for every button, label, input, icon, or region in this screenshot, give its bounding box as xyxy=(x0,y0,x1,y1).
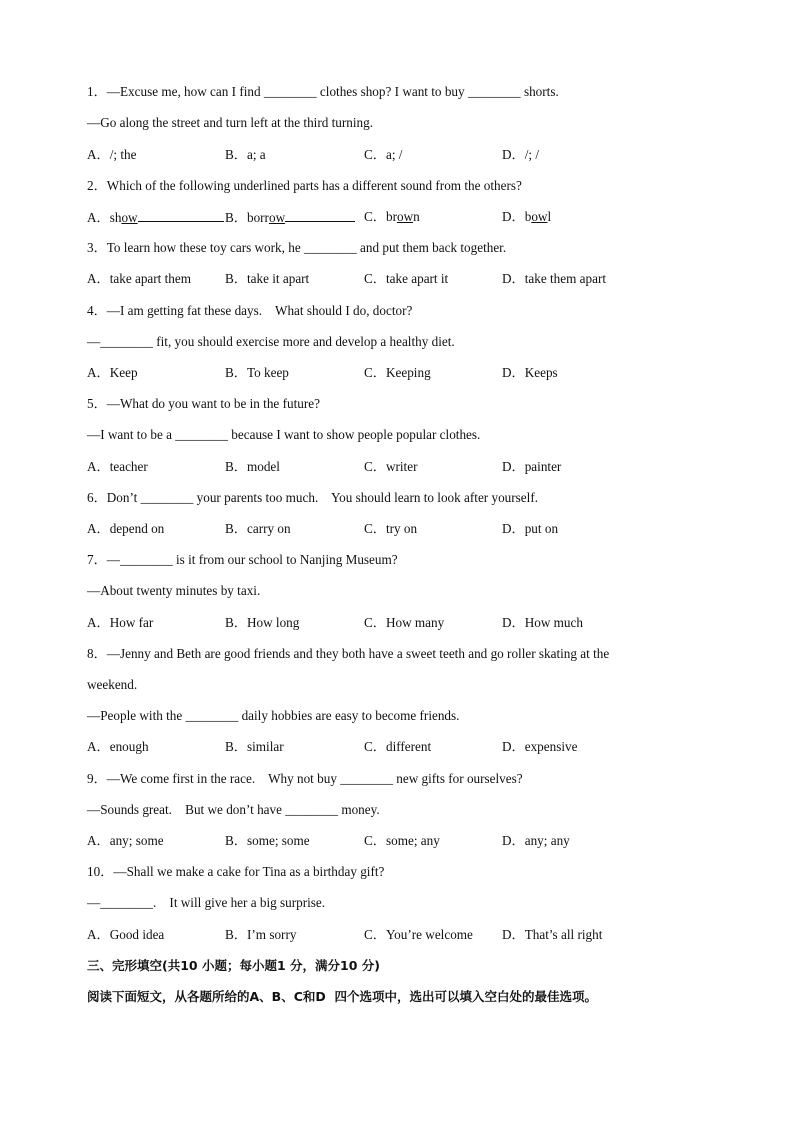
question-10-stem: 10．—Shall we make a cake for Tina as a birthday gift? xyxy=(87,864,385,879)
question-8-options xyxy=(87,739,707,755)
question-6-options xyxy=(87,521,707,537)
question-1-options xyxy=(87,147,707,163)
option-c[interactable]: C．writer xyxy=(364,459,418,474)
section-instruction: 阅读下面短文，从各题所给的A、B、C和D 四个选项中，选出可以填入空白处的最佳选项。 xyxy=(87,989,597,1004)
underline-extension xyxy=(138,209,224,222)
option-a[interactable]: A．show xyxy=(87,209,224,226)
option-b[interactable]: B．How long xyxy=(225,615,300,630)
question-9-line-2: —Sounds great. But we don’t have ________ money. xyxy=(87,802,380,817)
question-10-line-2: —________. It will give her a big surprise. xyxy=(87,895,326,910)
option-c[interactable]: C．some; any xyxy=(364,833,440,848)
option-b[interactable]: B．a; a xyxy=(225,147,266,162)
question-7-stem: 7．—________ is it from our school to Nanjing Museum? xyxy=(87,552,398,567)
option-d[interactable]: D．any; any xyxy=(502,833,570,848)
option-d[interactable]: D．expensive xyxy=(502,739,578,754)
question-5-line-2: —I want to be a ________ because I want to show people popular clothes. xyxy=(87,427,481,442)
question-10-options xyxy=(87,927,707,943)
option-c[interactable]: C．Keeping xyxy=(364,365,431,380)
question-4-stem: 4．—I am getting fat these days. What should I do, doctor? xyxy=(87,303,413,318)
question-4-line-2: —________ fit, you should exercise more and develop a healthy diet. xyxy=(87,334,455,349)
option-b[interactable]: B．To keep xyxy=(225,365,289,380)
question-1-line-2: —Go along the street and turn left at the third turning. xyxy=(87,115,374,130)
option-c[interactable]: C．a; / xyxy=(364,147,403,162)
option-b[interactable]: B．carry on xyxy=(225,521,291,536)
option-c[interactable]: C．brown xyxy=(364,209,420,224)
option-b[interactable]: B．I’m sorry xyxy=(225,927,297,942)
option-a[interactable]: A．enough xyxy=(87,739,149,754)
question-5-options xyxy=(87,459,707,475)
option-b[interactable]: B．some; some xyxy=(225,833,310,848)
question-8-line-2: weekend. xyxy=(87,677,138,692)
underlined-part: ow xyxy=(396,209,414,224)
question-5-stem: 5．—What do you want to be in the future? xyxy=(87,396,320,411)
question-2-options xyxy=(87,209,707,225)
option-d[interactable]: D．put on xyxy=(502,521,559,536)
option-a[interactable]: A．depend on xyxy=(87,521,165,536)
option-d[interactable]: D．take them apart xyxy=(502,271,606,286)
option-a[interactable]: A．take apart them xyxy=(87,271,191,286)
option-b[interactable]: B．borrow xyxy=(225,209,355,226)
question-3-stem: 3．To learn how these toy cars work, he ________ and put them back together. xyxy=(87,240,507,255)
underlined-part: ow xyxy=(531,209,548,224)
option-b[interactable]: B．take it apart xyxy=(225,271,310,286)
underline-extension xyxy=(285,209,355,222)
option-c[interactable]: C．How many xyxy=(364,615,445,630)
option-d[interactable]: D．bowl xyxy=(502,209,552,224)
question-2-stem: 2．Which of the following underlined parts has a different sound from the others? xyxy=(87,178,522,193)
option-b[interactable]: B．similar xyxy=(225,739,284,754)
option-c[interactable]: C．different xyxy=(364,739,432,754)
question-8-line-3: —People with the ________ daily hobbies are easy to become friends. xyxy=(87,708,460,723)
option-a[interactable]: A．Keep xyxy=(87,365,138,380)
option-a[interactable]: A．Good idea xyxy=(87,927,165,942)
underlined-part: ow xyxy=(268,210,286,225)
option-d[interactable]: D．How much xyxy=(502,615,583,630)
option-c[interactable]: C．You’re welcome xyxy=(364,927,473,942)
question-9-options xyxy=(87,833,707,849)
option-d[interactable]: D．painter xyxy=(502,459,562,474)
option-a[interactable]: A．How far xyxy=(87,615,154,630)
option-a[interactable]: A．/; the xyxy=(87,147,137,162)
option-a[interactable]: A．any; some xyxy=(87,833,164,848)
question-1-stem: 1．—Excuse me, how can I find ________ clothes shop? I want to buy ________ shorts. xyxy=(87,84,559,99)
question-7-line-2: —About twenty minutes by taxi. xyxy=(87,583,261,598)
option-d[interactable]: D．Keeps xyxy=(502,365,558,380)
option-d[interactable]: D．/; / xyxy=(502,147,539,162)
question-6-stem: 6．Don’t ________ your parents too much. You should learn to look after yourself. xyxy=(87,490,539,505)
section-heading: 三、完形填空(共10 小题；每小题1 分，满分10 分) xyxy=(87,958,380,973)
option-c[interactable]: C．try on xyxy=(364,521,418,536)
question-8-stem: 8．—Jenny and Beth are good friends and they both have a sweet teeth and go roller skating at the xyxy=(87,646,610,661)
question-7-options xyxy=(87,615,707,631)
question-4-options xyxy=(87,365,707,381)
underlined-part: ow xyxy=(121,210,138,225)
option-d[interactable]: D．That’s all right xyxy=(502,927,603,942)
question-3-options xyxy=(87,271,707,287)
option-a[interactable]: A．teacher xyxy=(87,459,148,474)
option-b[interactable]: B．model xyxy=(225,459,280,474)
question-9-stem: 9．—We come first in the race. Why not buy ________ new gifts for ourselves? xyxy=(87,771,523,786)
option-c[interactable]: C．take apart it xyxy=(364,271,449,286)
